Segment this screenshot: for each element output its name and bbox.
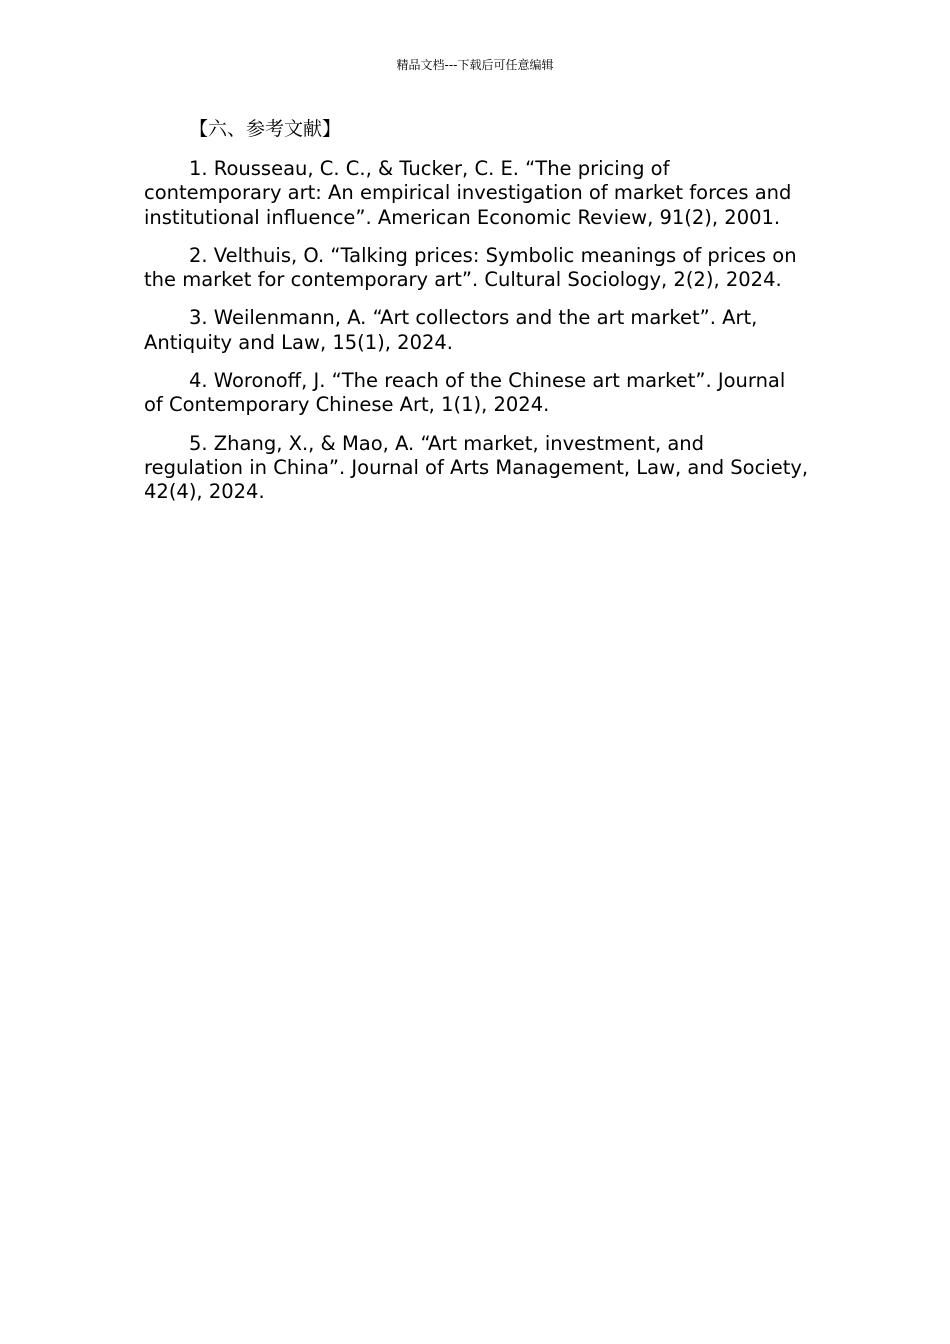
reference-item-2: 2. Velthuis, O. “Talking prices: Symbolic meanings of prices on the market for contemporary art”. Cultural Sociology, 2(2), 2024. bbox=[144, 243, 797, 292]
document-body bbox=[144, 116, 809, 519]
reference-item-4: 4. Woronoff, J. “The reach of the Chinese art market”. Journal of Contemporary Chinese Art, 1(1), 2024. bbox=[144, 369, 786, 417]
reference-item-3: 3. Weilenmann, A. “Art collectors and the art market”. Art, Antiquity and Law, 15(1), 2024. bbox=[144, 306, 758, 354]
reference-item-5: 5. Zhang, X., & Mao, A. “Art market, investment, and regulation in China”. Journal of Arts Management, Law, and Society, 42(4), 2024. bbox=[144, 431, 809, 504]
reference-item-1: 1. Rousseau, C. C., & Tucker, C. E. “The pricing of contemporary art: An empirical investigation of market forces and institutional influence”. American Economic Review, 91(2), 2001. bbox=[144, 157, 792, 229]
reference-list bbox=[144, 157, 809, 505]
page-header: 精品文档---下载后可任意编辑 bbox=[396, 58, 554, 72]
section-title: 【六、参考文献】 bbox=[189, 118, 342, 140]
